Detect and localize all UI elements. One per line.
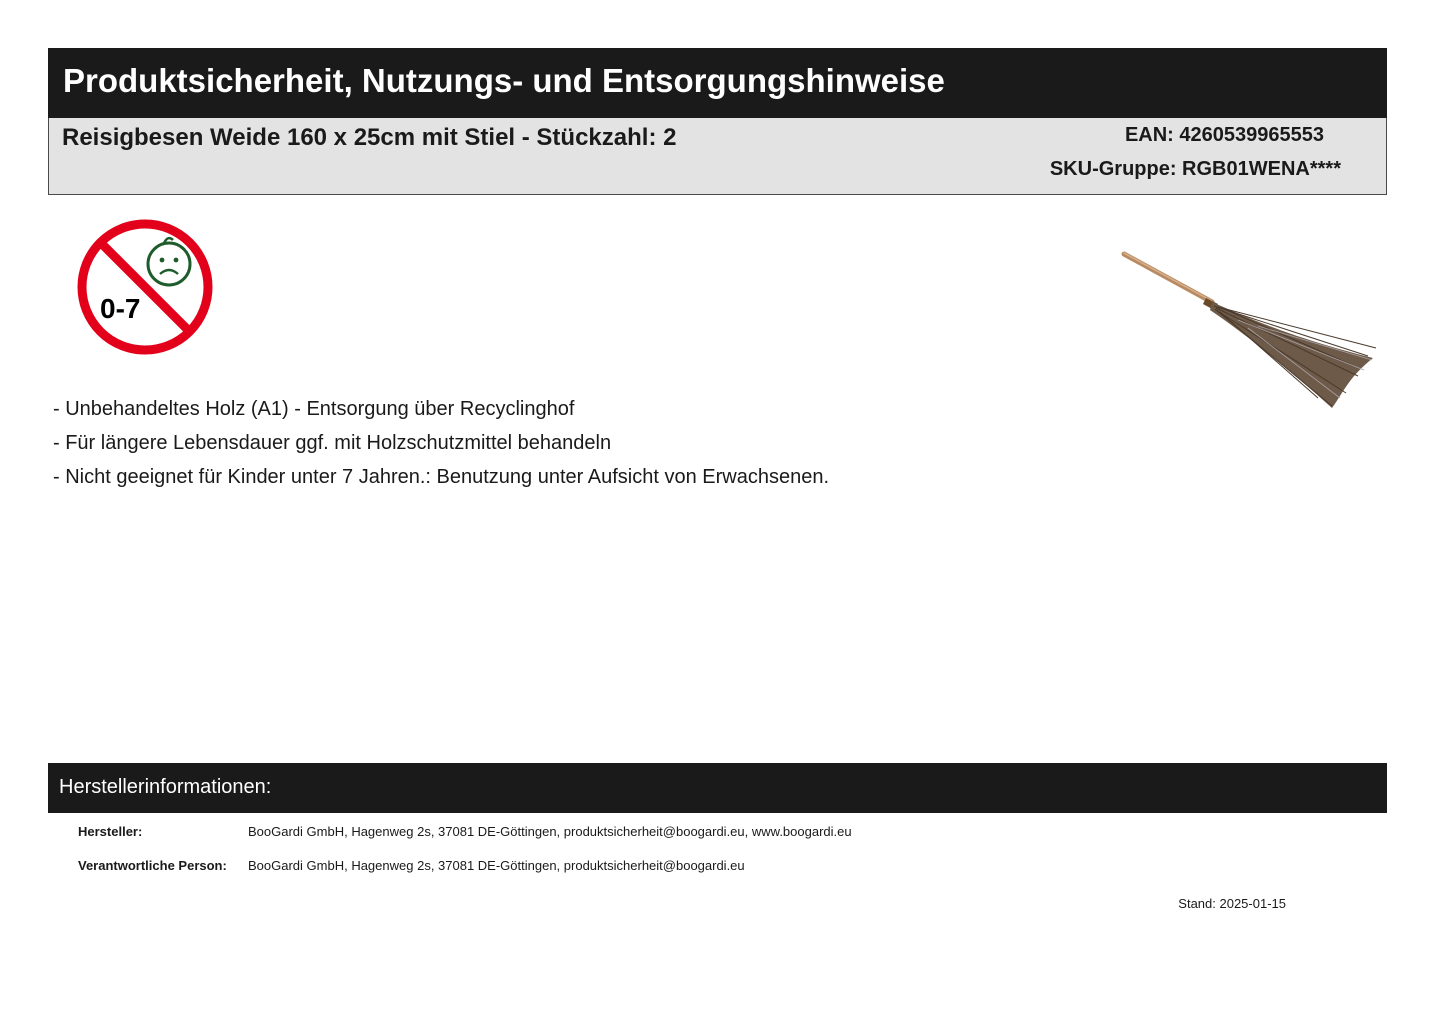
manufacturer-value: BooGardi GmbH, Hagenweg 2s, 37081 DE-Göttingen, produktsicherheit@boogardi.eu, www.boogardi.eu bbox=[248, 824, 852, 839]
title-bar bbox=[48, 48, 1387, 118]
product-name: Reisigbesen Weide 160 x 25cm mit Stiel - Stückzahl: 2 bbox=[62, 124, 677, 151]
usage-note: - Nicht geeignet für Kinder unter 7 Jahren.: Benutzung unter Aufsicht von Erwachsenen. bbox=[53, 466, 830, 488]
manufacturer-header bbox=[48, 763, 1387, 813]
usage-note: - Für längere Lebensdauer ggf. mit Holzschutzmittel behandeln bbox=[53, 432, 612, 454]
date-stamp: Stand: 2025-01-15 bbox=[1178, 896, 1286, 911]
ean-label: EAN: 4260539965553 bbox=[1124, 124, 1324, 146]
responsible-person-value: BooGardi GmbH, Hagenweg 2s, 37081 DE-Göttingen, produktsicherheit@boogardi.eu bbox=[248, 858, 745, 873]
usage-note: - Unbehandeltes Holz (A1) - Entsorgung über Recyclinghof bbox=[53, 398, 575, 420]
responsible-person-label: Verantwortliche Person: bbox=[78, 858, 227, 873]
page-title: Produktsicherheit, Nutzungs- und Entsorgungshinweise bbox=[63, 62, 945, 99]
manufacturer-heading: Herstellerinformationen: bbox=[59, 776, 272, 798]
age-range-label: 0-7 bbox=[100, 293, 141, 324]
not-for-children-icon bbox=[74, 216, 216, 358]
product-bar bbox=[48, 118, 1387, 195]
usage-notes-list bbox=[53, 392, 829, 494]
broom-image bbox=[1118, 248, 1382, 416]
sku-group-label: SKU-Gruppe: RGB01WENA**** bbox=[1049, 158, 1341, 180]
manufacturer-label: Hersteller: bbox=[78, 824, 143, 839]
